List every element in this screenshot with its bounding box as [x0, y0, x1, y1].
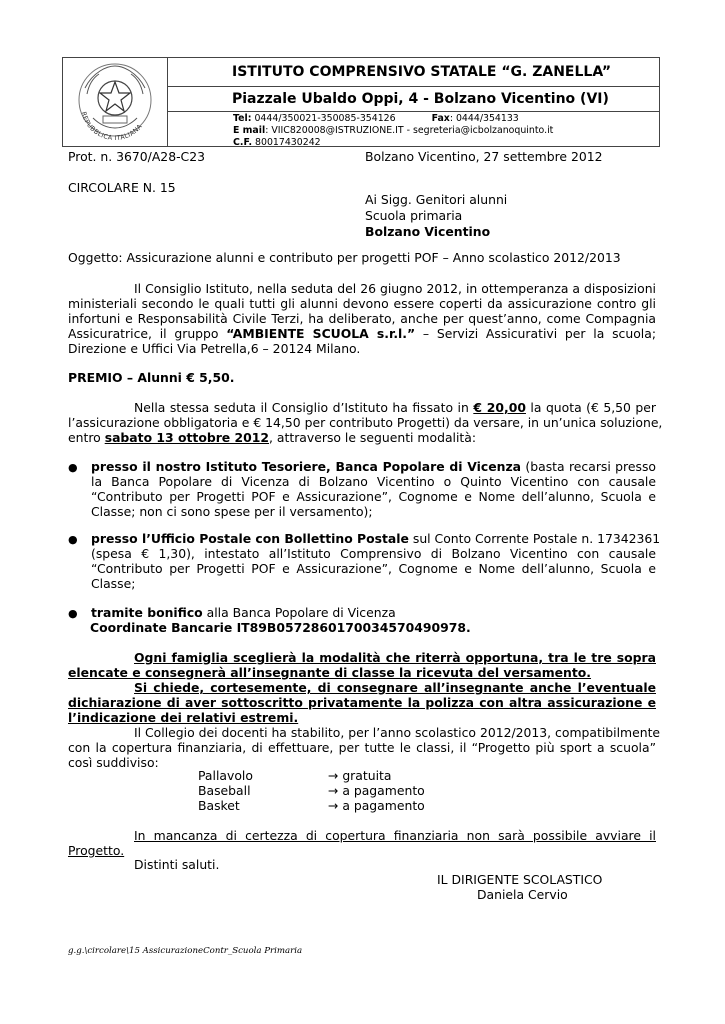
recipient-place: Bolzano Vicentino	[365, 224, 491, 239]
text-line: “Contributo per Progetti POF e Assicurazione”, Cognome e Nome dell’alunno, Scuola e	[91, 489, 656, 504]
text-line: (spesa € 1,30), intestato all’Istituto Comprensivo di Bolzano Vicentino con causale	[91, 546, 656, 561]
signature-name: Daniela Cervio	[477, 887, 568, 902]
contact-block	[233, 113, 659, 149]
svg-text:REPUBBLICA ITALIANA: REPUBBLICA ITALIANA	[79, 110, 144, 143]
text-line: con la copertura finanziaria, di effettuare, per tutte le classi, il “Progetto più sport a scuola”	[68, 740, 656, 755]
text-line: In mancanza di certezza di copertura finanziaria non sarà possibile avviare il	[134, 828, 656, 843]
sports-list	[198, 768, 425, 813]
protocol-number: Prot. n. 3670/A28-C23	[68, 149, 205, 164]
text-line: Classe; non ci sono spese per il versamento);	[91, 504, 373, 519]
cf-label: C.F.	[233, 137, 253, 148]
text-line: Progetto.	[68, 843, 125, 858]
text-line: Nella stessa seduta il Consiglio d’Istituto ha fissato in € 20,00 la quota (€ 5,50 per	[134, 400, 656, 415]
school-name: ISTITUTO COMPRENSIVO STATALE “G. ZANELLA”	[168, 58, 659, 87]
bullet-icon: ●	[68, 533, 78, 546]
fee-amount: € 20,00	[473, 400, 526, 415]
recipient-line: Scuola primaria	[365, 208, 463, 223]
text-line: elencate e consegnerà all’insegnante di classe la ricevuta del versamento.	[68, 665, 592, 680]
text-line: tramite bonifico alla Banca Popolare di Vicenza	[91, 605, 396, 620]
text-line: Assicuratrice, il gruppo “AMBIENTE SCUOLA s.r.l.” – Servizi Assicurativi per la scuola;	[68, 326, 656, 341]
fax-value: : 0444/354133	[449, 113, 519, 124]
text-line: Ogni famiglia sceglierà la modalità che riterrà opportuna, tra le tre sopra	[134, 650, 656, 665]
subject-line: Oggetto: Assicurazione alunni e contributo per progetti POF – Anno scolastico 2012/2013	[68, 250, 621, 265]
insurer-name: “AMBIENTE SCUOLA s.r.l.”	[226, 326, 416, 341]
text-line: Il Consiglio Istituto, nella seduta del 26 giugno 2012, in ottemperanza a disposizioni	[134, 281, 656, 296]
text-line: l’indicazione dei relativi estremi.	[68, 710, 299, 725]
text-line: Direzione e Uffici Via Petrella,6 – 20124 Milano.	[68, 341, 361, 356]
text-line: così suddiviso:	[68, 755, 159, 770]
tel-label: Tel:	[233, 113, 252, 124]
text-line: l’assicurazione obbligatoria e € 14,50 per contributo Progetti) da versare, in un’unica soluzione,	[68, 415, 663, 430]
paragraph-fee	[68, 400, 663, 445]
email-value: : VIIC820008@ISTRUZIONE.IT - segreteria@icbolzanoquinto.it	[265, 125, 554, 136]
deadline-date: sabato 13 ottobre 2012	[104, 430, 270, 445]
tel-value: 0444/350021-350085-354126	[254, 113, 396, 124]
paragraph-funding-notice	[68, 828, 656, 858]
republic-emblem-logo	[63, 58, 168, 146]
text-line: Il Collegio dei docenti ha stabilito, per l’anno scolastico 2012/2013, compatibilmente	[134, 725, 661, 740]
date-place: Bolzano Vicentino, 27 settembre 2012	[365, 149, 603, 164]
list-item: Baseball → a pagamento	[198, 783, 425, 798]
circolare-number: CIRCOLARE N. 15	[68, 180, 176, 195]
recipient-line: Ai Sigg. Genitori alunni	[365, 192, 508, 207]
text-line: presso il nostro Istituto Tesoriere, Banca Popolare di Vicenza (basta recarsi presso	[91, 459, 656, 474]
list-item: Pallavolo → gratuita	[198, 768, 392, 783]
closing-greeting: Distinti saluti.	[134, 857, 220, 872]
emblem-icon	[63, 58, 167, 146]
text-line: la Banca Popolare di Vicenza di Bolzano Vicentino o Quinto Vicentino con causale	[91, 474, 656, 489]
file-path-footer: g.g.\circolare\15 AssicurazioneContr_Scuola Primaria	[68, 946, 303, 956]
bullet-icon: ●	[68, 461, 78, 474]
text-line: Classe;	[91, 576, 136, 591]
text-line: ministeriali secondo le quali tutti gli alunni devono essere coperti da assicurazione contro gli	[68, 296, 656, 311]
school-address: Piazzale Ubaldo Oppi, 4 - Bolzano Vicentino (VI)	[168, 87, 659, 112]
bullet-icon: ●	[68, 607, 78, 620]
letterhead	[62, 57, 660, 147]
recipients	[365, 192, 507, 240]
email-label: E mail	[233, 125, 266, 136]
text-line: presso l’Ufficio Postale con Bollettino Postale sul Conto Corrente Postale n. 17342361	[91, 531, 661, 546]
text-line: dichiarazione di aver sottoscritto privatamente la polizza con altra assicurazione e	[68, 695, 656, 710]
signature-title: IL DIRIGENTE SCOLASTICO	[437, 872, 603, 887]
paragraph-insurance	[68, 281, 656, 356]
notice-choose-method	[68, 650, 656, 680]
text-line: infortuni e Responsabilità Civile Terzi, ha deliberato, anche per quest’anno, come Compagnia	[68, 311, 656, 326]
list-item: Basket → a pagamento	[198, 798, 425, 813]
payment-option-postal	[91, 531, 661, 591]
notice-private-policy	[68, 680, 656, 725]
bank-iban: Coordinate Bancarie IT89B0572860170034570490978.	[90, 620, 471, 635]
cf-value: 80017430242	[255, 137, 321, 148]
text-line: entro sabato 13 ottobre 2012, attraverso le seguenti modalità:	[68, 430, 477, 445]
text-line: “Contributo per Progetti POF e Assicurazione”, Cognome e Nome dell’alunno, Scuola e	[91, 561, 656, 576]
fax-label: Fax	[431, 113, 450, 124]
text-line: Si chiede, cortesemente, di consegnare all’insegnante anche l’eventuale	[134, 680, 656, 695]
payment-option-transfer	[91, 605, 471, 635]
paragraph-sport-project	[68, 725, 661, 770]
payment-option-bank	[91, 459, 656, 519]
premium-heading: PREMIO – Alunni € 5,50.	[68, 370, 235, 385]
